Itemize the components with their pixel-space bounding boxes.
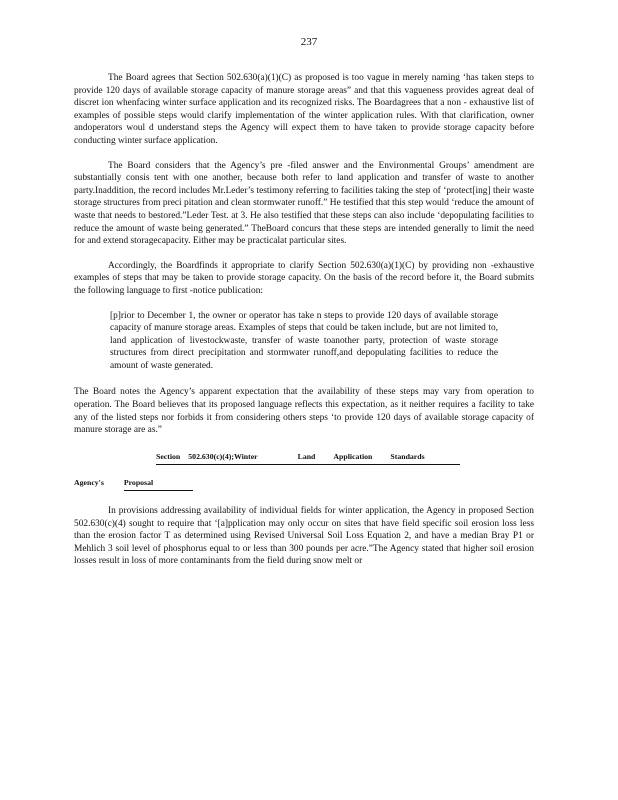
heading-standards: Standards <box>390 451 425 461</box>
paragraph-5: In provisions addressing availability of individual fields for winter application, the Agency in proposed Section 502.630(c)(4) sought to require that ‘[a]pplication may only occur on sites that have field specific soil erosion loss less than the erosion factor T as determined using Revised Universal Soil Loss Equation 2, and have a median Bray P1 or Mehlich 3 soil level of phosphorus equal to or less than 300 pounds per acre.”The Agency stated that higher soil erosion losses result in loss of more contaminants from the field during snow melt or <box>74 506 534 567</box>
subheading-proposal: Proposal <box>124 477 193 491</box>
section-heading <box>156 451 460 466</box>
document-body <box>74 72 534 580</box>
heading-land: Land <box>297 451 316 461</box>
block-quote: [p]rior to December 1, the owner or operator has take n steps to provide 120 days of available storage capacity of manure storage areas. Examples of steps that could be taken include, but are not limited to, land application of livestockwaste, transfer of waste toanother party, protection of waste storage structures from direct precipitation and stormwater runoff,and depopulating facilities to reduce the amount of waste generated. <box>110 310 498 371</box>
paragraph-4: The Board notes the Agency’s apparent expectation that the availability of these steps may vary from operation to operation. The Board believes that its proposed language reflects this expectation, as it neither requires a facility to take any of the listed steps nor forbids it from considering others steps ‘to provide 120 days of available storage capacity of manure storage are as.” <box>74 387 534 436</box>
paragraph-3: Accordingly, the Boardfinds it appropriate to clarify Section 502.630(a)(1)(C) by providing non -exhaustive examples of steps that may be taken to provide storage capacity. On the basis of the record before it, the Board submits the following language to first -notice publication: <box>74 260 534 296</box>
paragraph-1: The Board agrees that Section 502.630(a)(1)(C) as proposed is too vague in merely naming ‘has taken steps to provide 120 days of available storage capacity of manure storage areas” and that this vagueness provides agreat deal of discret ion whenfacing winter surface application and its recognized risks. The Boardagrees that a non - exhaustive list of examples of possible steps would clarify implementation of the winter application rules. With that clarification, owner andoperators woul d understand steps the Agency will expect them to have taken to provide storage capacity before conducting winter surface application. <box>74 73 534 146</box>
heading-section: Section <box>156 451 181 461</box>
page-number: 237 <box>300 36 318 48</box>
heading-number: 502.630(c)(4);Winter <box>188 451 258 461</box>
subheading <box>74 477 534 491</box>
paragraph-2: The Board considers that the Agency’s pre -filed answer and the Environmental Groups’ amendment are substantially consis tent with one another, because both refer to land application and transfer of waste to another party.Inaddition, the record includes Mr.Leder’s testimony referring to facilities taking the step of ‘protect[ing] their waste storage structures from preci pitation and clean stormwater runoff.” He testified that this step would ‘reduce the amount of waste that needs to bestored.”Leder Test. at 3. He also testified that these steps can also include ‘depopulating facilities to reduce the amount of waste being generated.” TheBoard concurs that these steps are intended generally to limit the need for and extend storagecapacity. Either may be practicalat particular sites. <box>74 160 534 247</box>
subheading-agency: Agency's <box>74 478 104 488</box>
heading-application: Application <box>333 451 373 461</box>
